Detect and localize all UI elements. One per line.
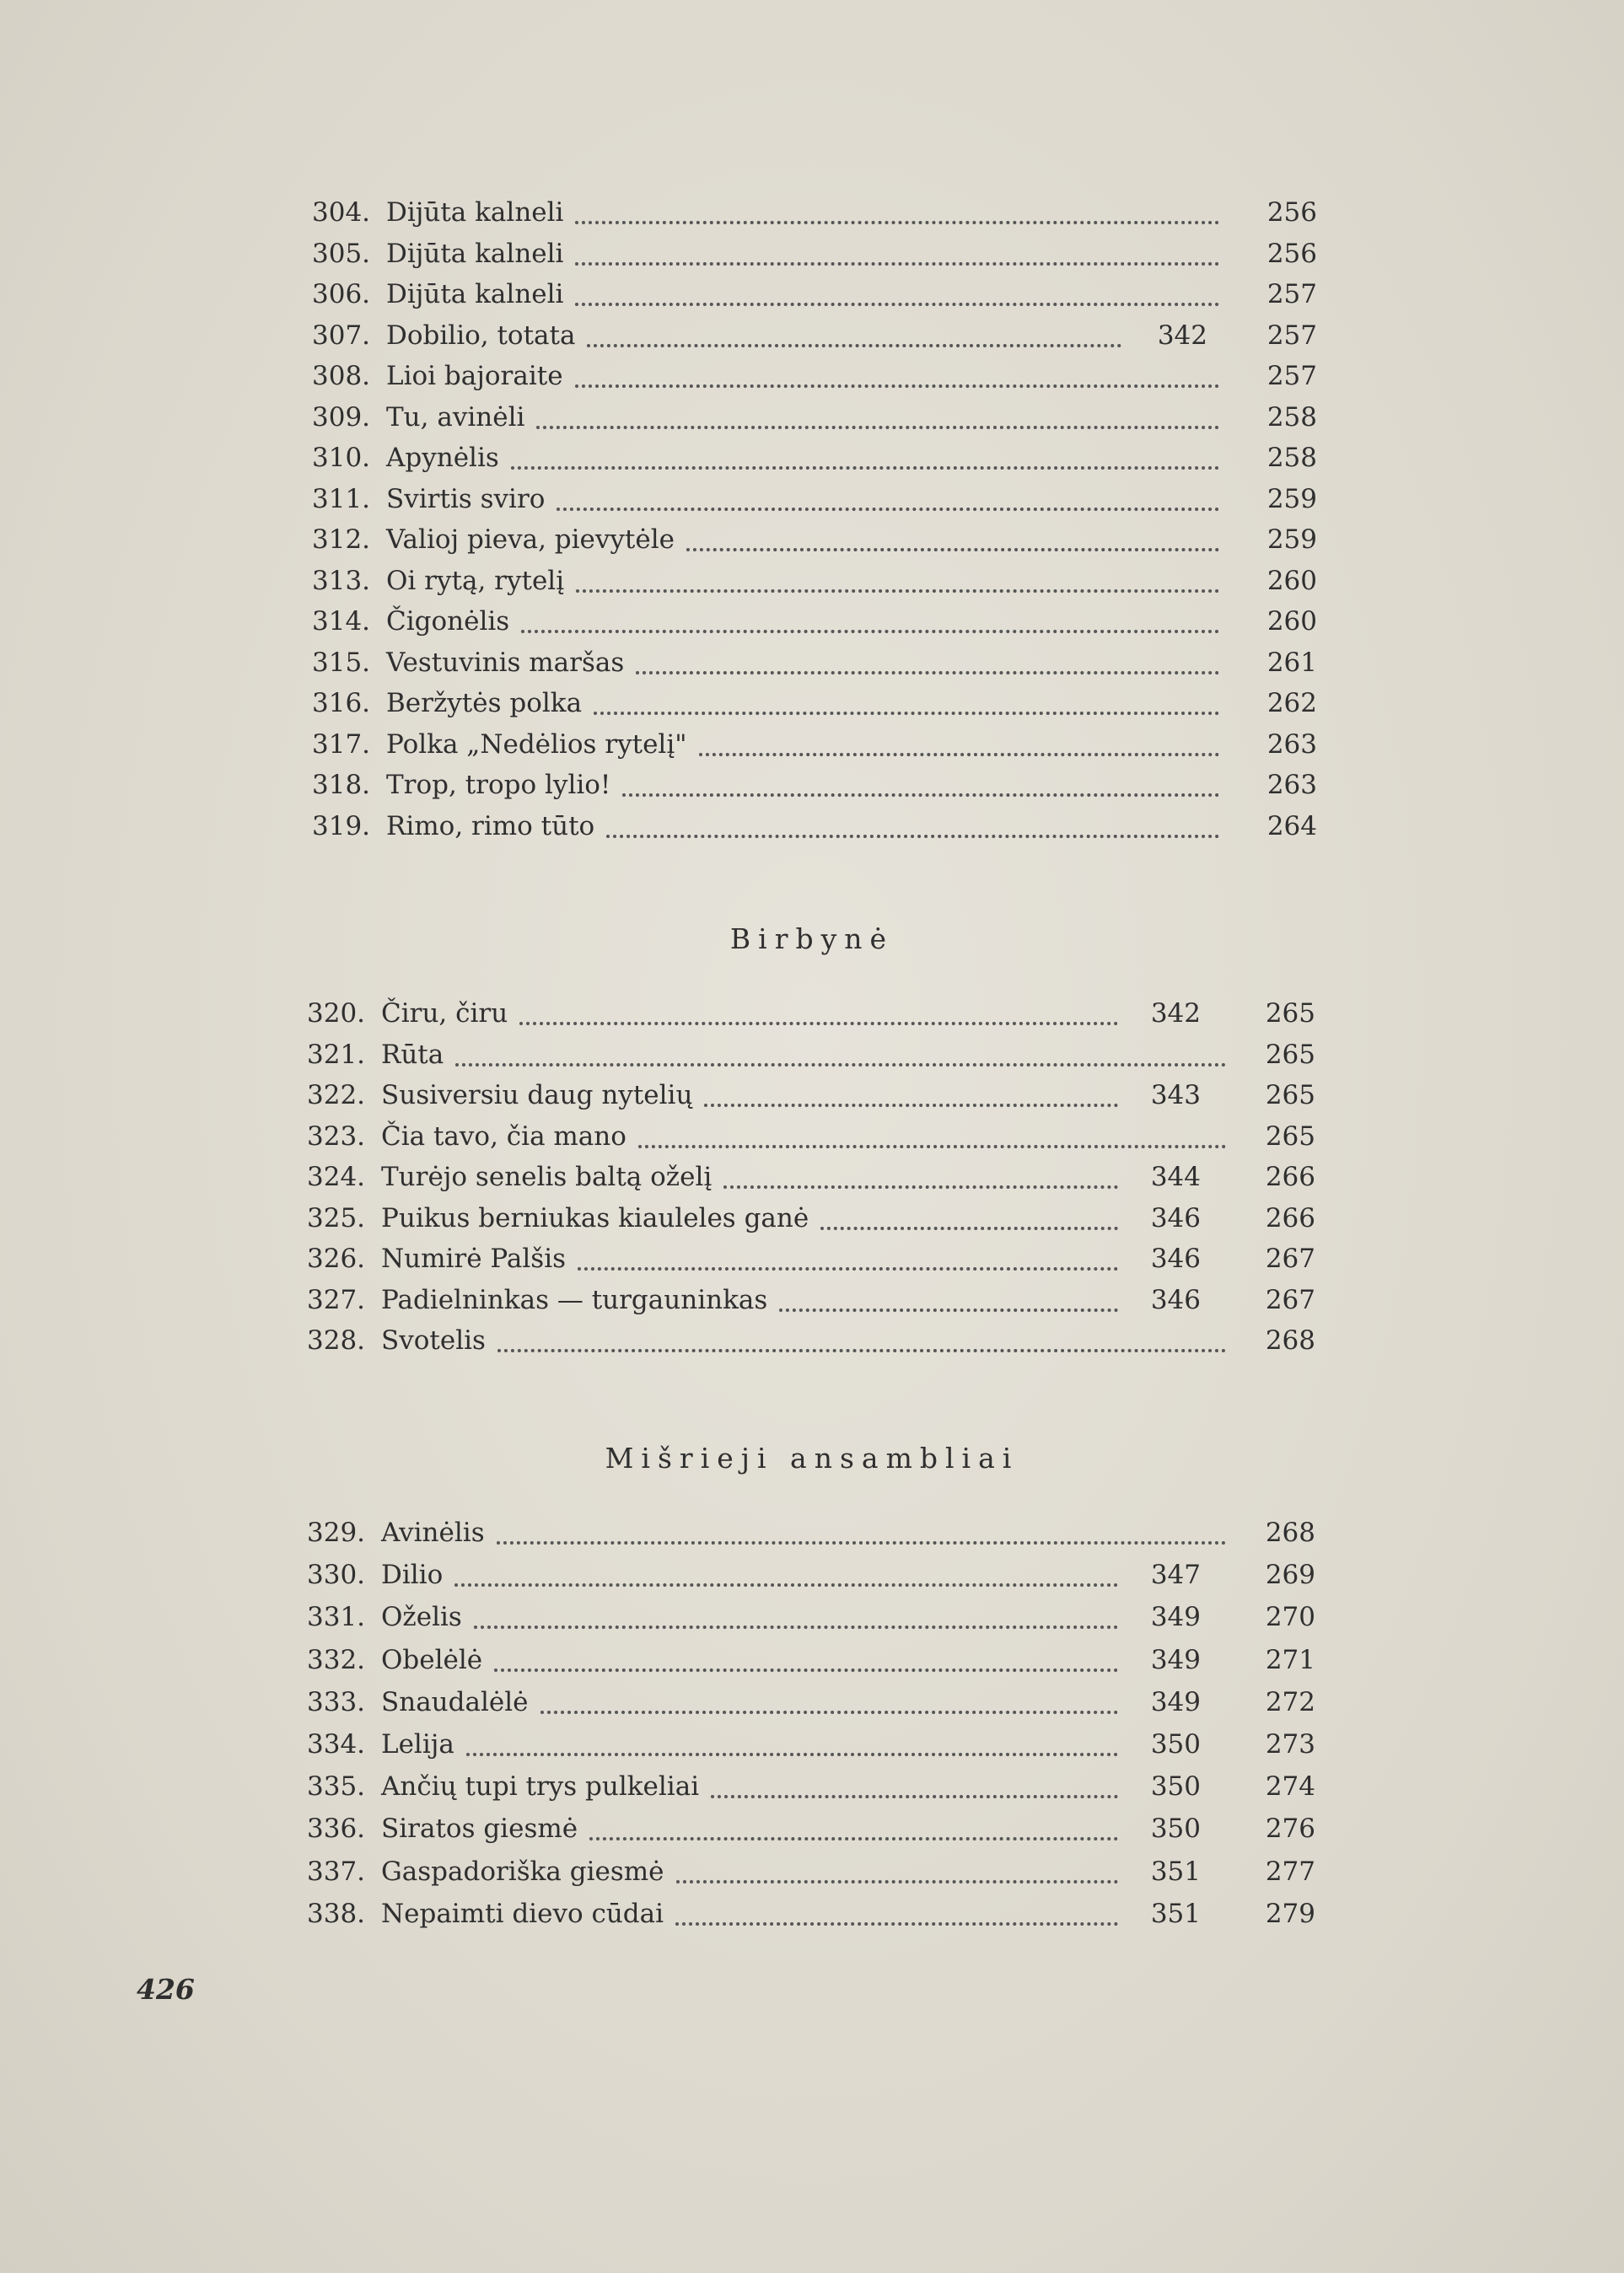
- entry-title: Svotelis: [381, 1325, 486, 1356]
- entry-music-page: 349: [1150, 1602, 1201, 1633]
- entry-title: Ančių tupi trys pulkeliai: [381, 1771, 700, 1803]
- toc-entry: [312, 479, 1324, 520]
- entry-music-page: 350: [1150, 1728, 1201, 1760]
- entry-page: 258: [1266, 401, 1317, 433]
- entry-page: 265: [1265, 1080, 1315, 1110]
- toc-entry: [312, 192, 1324, 234]
- dot-leader: [622, 793, 1219, 797]
- toc-entry: [307, 1280, 1319, 1321]
- entry-title: Polka „Nedėlios rytelį": [386, 728, 687, 760]
- entry-page: 256: [1266, 197, 1317, 228]
- dot-leader: [540, 1711, 1118, 1714]
- entry-number: 314.: [312, 606, 371, 637]
- entry-title: Nepaimti dievo cūdai: [381, 1898, 664, 1929]
- entry-number: 328.: [307, 1325, 366, 1356]
- entry-page: 266: [1265, 1162, 1315, 1192]
- dot-leader: [578, 1267, 1118, 1271]
- entry-page: 263: [1266, 770, 1317, 800]
- entry-page: 269: [1265, 1560, 1315, 1591]
- entry-page: 279: [1265, 1898, 1315, 1929]
- dot-leader: [575, 384, 1219, 388]
- entry-music-page: 346: [1150, 1202, 1201, 1233]
- entry-page: 261: [1266, 647, 1317, 678]
- entry-page: 260: [1266, 565, 1317, 596]
- toc-entry: [312, 519, 1324, 561]
- toc-entry: [307, 1320, 1319, 1362]
- entry-page: 263: [1266, 728, 1317, 760]
- entry-page: 267: [1265, 1244, 1315, 1274]
- toc-entry: [307, 1808, 1319, 1851]
- toc-entry: [307, 1513, 1319, 1555]
- dot-leader: [711, 1795, 1118, 1798]
- dot-leader: [576, 589, 1219, 593]
- entry-number: 330.: [307, 1560, 366, 1591]
- section-heading-misrieji-ansambliai: Mišrieji ansambliai: [605, 1442, 1019, 1475]
- toc-entry: [312, 683, 1324, 724]
- entry-title: Valioj pieva, pievytėle: [386, 524, 675, 555]
- dot-leader: [723, 1185, 1118, 1189]
- toc-entry: [307, 1894, 1319, 1936]
- entry-title: Dijūta kalneli: [386, 238, 564, 269]
- entry-page: 265: [1265, 998, 1315, 1029]
- entry-number: 336.: [307, 1814, 366, 1845]
- toc-entry: [307, 1555, 1319, 1597]
- dot-leader: [497, 1349, 1226, 1352]
- entry-number: 315.: [312, 647, 371, 678]
- dot-leader: [536, 426, 1219, 429]
- entry-page: 268: [1265, 1518, 1315, 1548]
- entry-title: Rimo, rimo tūto: [386, 810, 595, 841]
- entry-number: 327.: [307, 1284, 366, 1315]
- entry-music-page: 351: [1150, 1856, 1201, 1887]
- entry-number: 316.: [312, 688, 371, 718]
- dot-leader: [575, 262, 1219, 266]
- toc-entry: [312, 601, 1324, 642]
- dot-leader: [511, 466, 1219, 470]
- entry-title: Čia tavo, čia mano: [381, 1120, 626, 1152]
- entry-music-page: 344: [1150, 1162, 1201, 1192]
- entry-title: Avinėlis: [381, 1518, 485, 1548]
- entry-title: Gaspadoriška giesmė: [381, 1856, 664, 1887]
- dot-leader: [820, 1227, 1118, 1230]
- entry-title: Čigonėlis: [386, 606, 510, 637]
- dot-leader: [675, 1922, 1118, 1926]
- entry-number: 312.: [312, 524, 371, 555]
- dot-leader: [676, 1880, 1118, 1883]
- entry-page: 265: [1265, 1039, 1315, 1070]
- toc-entry: [307, 1640, 1319, 1682]
- toc-section-1: [312, 192, 1324, 846]
- entry-page: 265: [1265, 1120, 1315, 1152]
- toc-entry: [307, 1597, 1319, 1639]
- entry-number: 317.: [312, 728, 371, 760]
- entry-number: 323.: [307, 1120, 366, 1152]
- entry-page: 260: [1266, 606, 1317, 637]
- entry-number: 322.: [307, 1080, 366, 1110]
- dot-leader: [779, 1308, 1118, 1312]
- dot-leader: [466, 1753, 1118, 1756]
- entry-title: Obelėlė: [381, 1644, 483, 1675]
- entry-title: Oi rytą, rytelį: [386, 565, 565, 596]
- entry-title: Rūta: [381, 1039, 444, 1070]
- entry-page: 272: [1265, 1686, 1315, 1717]
- entry-title: Lioi bajoraite: [386, 361, 563, 391]
- entry-title: Tu, avinėli: [386, 401, 525, 433]
- entry-title: Trop, tropo lylio!: [386, 770, 611, 800]
- entry-number: 321.: [307, 1039, 366, 1070]
- dot-leader: [638, 1145, 1226, 1148]
- entry-page: 256: [1266, 238, 1317, 269]
- entry-music-page: 342: [1150, 998, 1201, 1029]
- entry-music-page: 349: [1150, 1686, 1201, 1717]
- entry-number: 332.: [307, 1644, 366, 1675]
- dot-leader: [686, 548, 1219, 551]
- dot-leader: [606, 835, 1219, 838]
- toc-section-2: [307, 993, 1319, 1362]
- entry-number: 331.: [307, 1602, 366, 1633]
- entry-page: 264: [1266, 810, 1317, 841]
- entry-page: 257: [1266, 279, 1317, 309]
- entry-number: 305.: [312, 238, 371, 269]
- entry-page: 267: [1265, 1284, 1315, 1315]
- dot-leader: [704, 1104, 1118, 1107]
- entry-title: Apynėlis: [386, 443, 499, 473]
- entry-number: 333.: [307, 1686, 366, 1717]
- entry-page: 258: [1266, 443, 1317, 473]
- dot-leader: [519, 1022, 1118, 1025]
- entry-number: 308.: [312, 361, 371, 391]
- entry-title: Dijūta kalneli: [386, 279, 564, 309]
- entry-title: Svirtis sviro: [386, 483, 546, 514]
- toc-entry: [307, 1724, 1319, 1766]
- entry-music-page: 347: [1150, 1560, 1201, 1591]
- dot-leader: [575, 303, 1219, 306]
- entry-page: 277: [1265, 1856, 1315, 1887]
- toc-entry: [312, 438, 1324, 479]
- entry-number: 338.: [307, 1898, 366, 1929]
- dot-leader: [587, 344, 1121, 347]
- dot-leader: [454, 1583, 1118, 1587]
- entry-page: 270: [1265, 1602, 1315, 1633]
- entry-page: 271: [1265, 1644, 1315, 1675]
- entry-title: Turėjo senelis baltą oželį: [381, 1162, 713, 1192]
- toc-entry: [307, 1198, 1319, 1239]
- toc-entry: [312, 806, 1324, 847]
- entry-title: Beržytės polka: [386, 688, 583, 718]
- entry-number: 329.: [307, 1518, 366, 1548]
- entry-number: 311.: [312, 483, 371, 514]
- entry-music-page: 350: [1150, 1814, 1201, 1845]
- entry-number: 320.: [307, 998, 366, 1029]
- entry-page: 268: [1265, 1325, 1315, 1356]
- entry-number: 335.: [307, 1771, 366, 1803]
- entry-page: 257: [1266, 320, 1317, 351]
- entry-number: 309.: [312, 401, 371, 433]
- toc-section-3: [307, 1513, 1319, 1936]
- toc-entry: [307, 1239, 1319, 1280]
- toc-entry: [307, 1034, 1319, 1076]
- dot-leader: [575, 221, 1219, 224]
- entry-page: 266: [1265, 1202, 1315, 1233]
- toc-entry: [307, 1075, 1319, 1116]
- entry-title: Dijūta kalneli: [386, 197, 564, 228]
- entry-number: 337.: [307, 1856, 366, 1887]
- entry-title: Lelija: [381, 1728, 454, 1760]
- entry-music-page: 346: [1150, 1244, 1201, 1274]
- entry-music-page: 351: [1150, 1898, 1201, 1929]
- entry-title: Čiru, čiru: [381, 998, 508, 1029]
- entry-page: 259: [1266, 524, 1317, 555]
- toc-entry: [312, 315, 1324, 357]
- toc-entry: [307, 993, 1319, 1034]
- toc-entry: [312, 397, 1324, 438]
- entry-number: 326.: [307, 1244, 366, 1274]
- toc-entry: [307, 1116, 1319, 1158]
- toc-entry: [312, 561, 1324, 602]
- entry-title: Dilio: [381, 1560, 444, 1591]
- entry-number: 313.: [312, 565, 371, 596]
- entry-page: 262: [1266, 688, 1317, 718]
- entry-music-page: 343: [1150, 1080, 1201, 1110]
- entry-music-page: 346: [1150, 1284, 1201, 1315]
- toc-entry: [307, 1851, 1319, 1894]
- entry-number: 307.: [312, 320, 371, 351]
- toc-entry: [312, 356, 1324, 397]
- entry-page: 274: [1265, 1771, 1315, 1803]
- entry-title: Numirė Palšis: [381, 1244, 567, 1274]
- dot-leader: [455, 1063, 1226, 1067]
- dot-leader: [557, 508, 1219, 511]
- entry-music-page: 342: [1157, 320, 1207, 351]
- entry-number: 324.: [307, 1162, 366, 1192]
- toc-entry: [307, 1766, 1319, 1808]
- entry-number: 325.: [307, 1202, 366, 1233]
- page-number: 426: [137, 1973, 195, 2006]
- entry-page: 276: [1265, 1814, 1315, 1845]
- dot-leader: [699, 753, 1219, 756]
- toc-entry: [312, 642, 1324, 684]
- entry-title: Padielninkas — turgauninkas: [381, 1284, 768, 1315]
- section-heading-birbyne: Birbynė: [729, 922, 895, 955]
- entry-number: 306.: [312, 279, 371, 309]
- entry-title: Dobilio, totata: [386, 320, 576, 351]
- entry-number: 319.: [312, 810, 371, 841]
- entry-page: 259: [1266, 483, 1317, 514]
- toc-entry: [312, 274, 1324, 315]
- entry-title: Oželis: [381, 1602, 462, 1633]
- entry-title: Siratos giesmė: [381, 1814, 578, 1845]
- entry-title: Snaudalėlė: [381, 1686, 529, 1717]
- entry-page: 257: [1266, 361, 1317, 391]
- entry-music-page: 350: [1150, 1771, 1201, 1803]
- toc-entry: [312, 724, 1324, 766]
- toc-entry: [312, 234, 1324, 275]
- toc-entry: [307, 1157, 1319, 1198]
- entry-title: Susiversiu daug nytelių: [381, 1080, 693, 1110]
- entry-number: 304.: [312, 197, 371, 228]
- entry-number: 310.: [312, 443, 371, 473]
- entry-title: Vestuvinis maršas: [386, 647, 625, 678]
- entry-music-page: 349: [1150, 1644, 1201, 1675]
- entry-number: 318.: [312, 770, 371, 800]
- entry-number: 334.: [307, 1728, 366, 1760]
- entry-title: Puikus berniukas kiauleles ganė: [381, 1202, 809, 1233]
- dot-leader: [494, 1668, 1118, 1672]
- dot-leader: [589, 1837, 1118, 1840]
- toc-entry: [312, 765, 1324, 806]
- entry-page: 273: [1265, 1728, 1315, 1760]
- dot-leader: [474, 1625, 1118, 1629]
- toc-entry: [307, 1682, 1319, 1724]
- dot-leader: [521, 630, 1219, 633]
- dot-leader: [497, 1541, 1226, 1545]
- dot-leader: [636, 671, 1219, 674]
- dot-leader: [594, 712, 1219, 715]
